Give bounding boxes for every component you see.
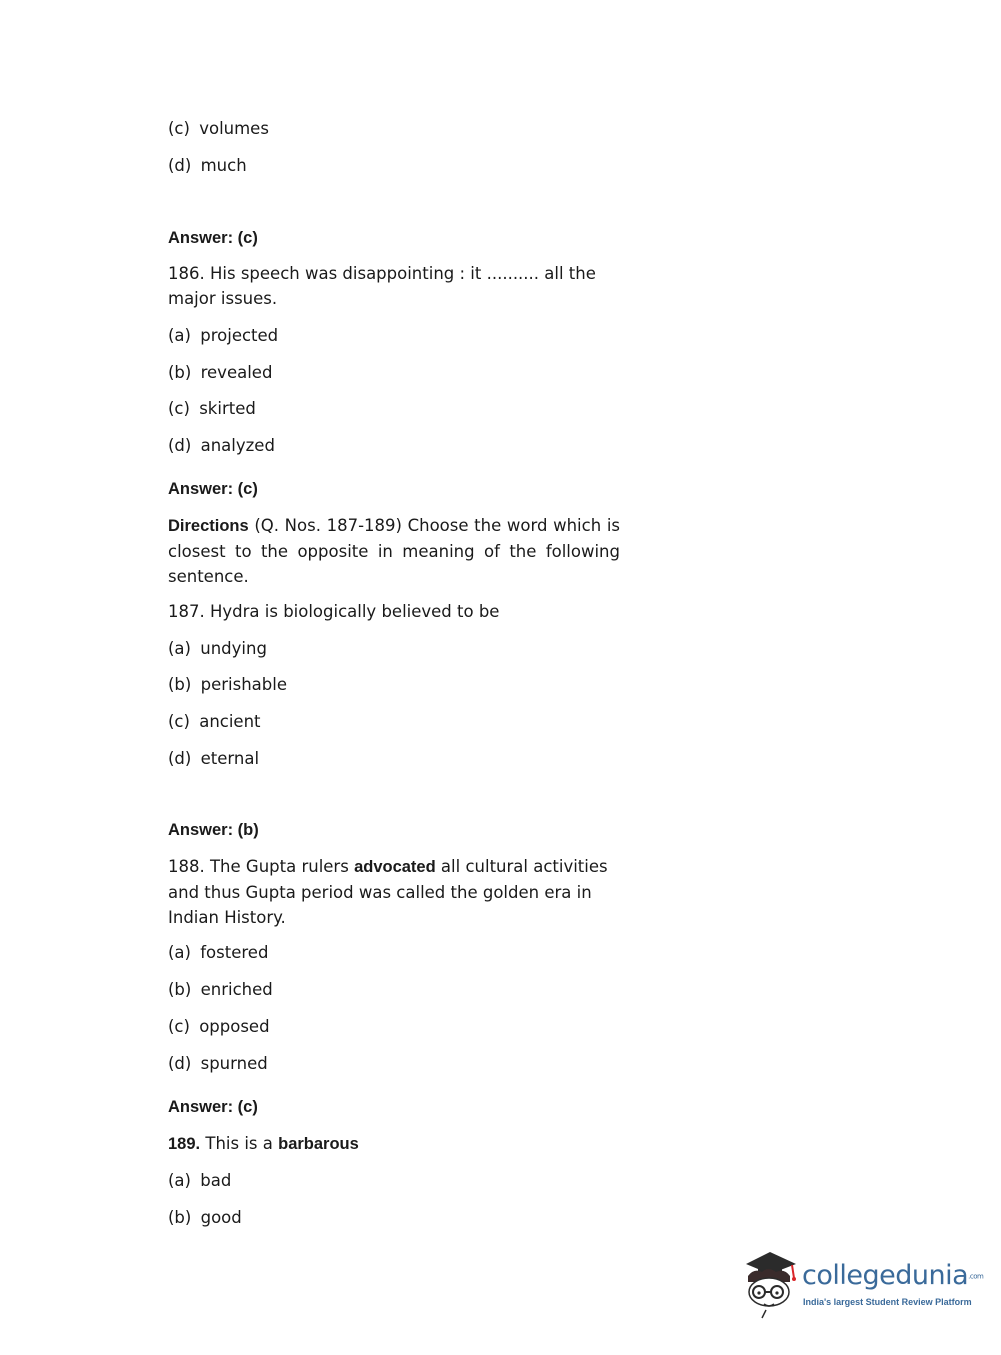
option-c: (c) opposed bbox=[168, 1017, 270, 1036]
option-b: (b) good bbox=[168, 1208, 242, 1227]
option-a: (a) projected bbox=[168, 326, 279, 345]
option-d: (d) eternal bbox=[168, 749, 260, 768]
directions-paragraph: Directions (Q. Nos. 187-189) Choose the word which is closest to the opposite in meaning of the following sentence. bbox=[168, 516, 620, 586]
answer-187: Answer: (b) bbox=[168, 821, 259, 839]
logo-tagline: India's largest Student Review Platform bbox=[803, 1297, 972, 1307]
option-a: (a) undying bbox=[168, 639, 267, 658]
option-c: (c) skirted bbox=[168, 399, 256, 418]
option-b: (b) enriched bbox=[168, 980, 273, 999]
option-d: (d) spurned bbox=[168, 1054, 268, 1073]
option-a: (a) fostered bbox=[168, 943, 269, 962]
option-c: (c) volumes bbox=[168, 119, 269, 138]
option-b: (b) perishable bbox=[168, 675, 287, 694]
mascot-icon bbox=[740, 1248, 802, 1320]
question-188: 188. The Gupta rulers advocated all cultural activities and thus Gupta period was called the golden era in Indian History. bbox=[168, 857, 608, 927]
question-186-line2: major issues. bbox=[168, 289, 278, 308]
logo-wordmark: collegedunia.com bbox=[802, 1260, 984, 1291]
option-a: (a) bad bbox=[168, 1171, 232, 1190]
question-187: 187. Hydra is biologically believed to be bbox=[168, 602, 500, 621]
option-c: (c) ancient bbox=[168, 712, 261, 731]
question-186-line1: 186. His speech was disappointing : it .......... all the bbox=[168, 264, 596, 283]
answer-185: Answer: (c) bbox=[168, 229, 258, 247]
collegedunia-logo bbox=[740, 1248, 984, 1320]
option-d: (d) much bbox=[168, 156, 247, 175]
option-d: (d) analyzed bbox=[168, 436, 275, 455]
option-b: (b) revealed bbox=[168, 363, 273, 382]
answer-186: Answer: (c) bbox=[168, 480, 258, 498]
question-189: 189. This is a barbarous bbox=[168, 1134, 359, 1153]
answer-188: Answer: (c) bbox=[168, 1098, 258, 1116]
